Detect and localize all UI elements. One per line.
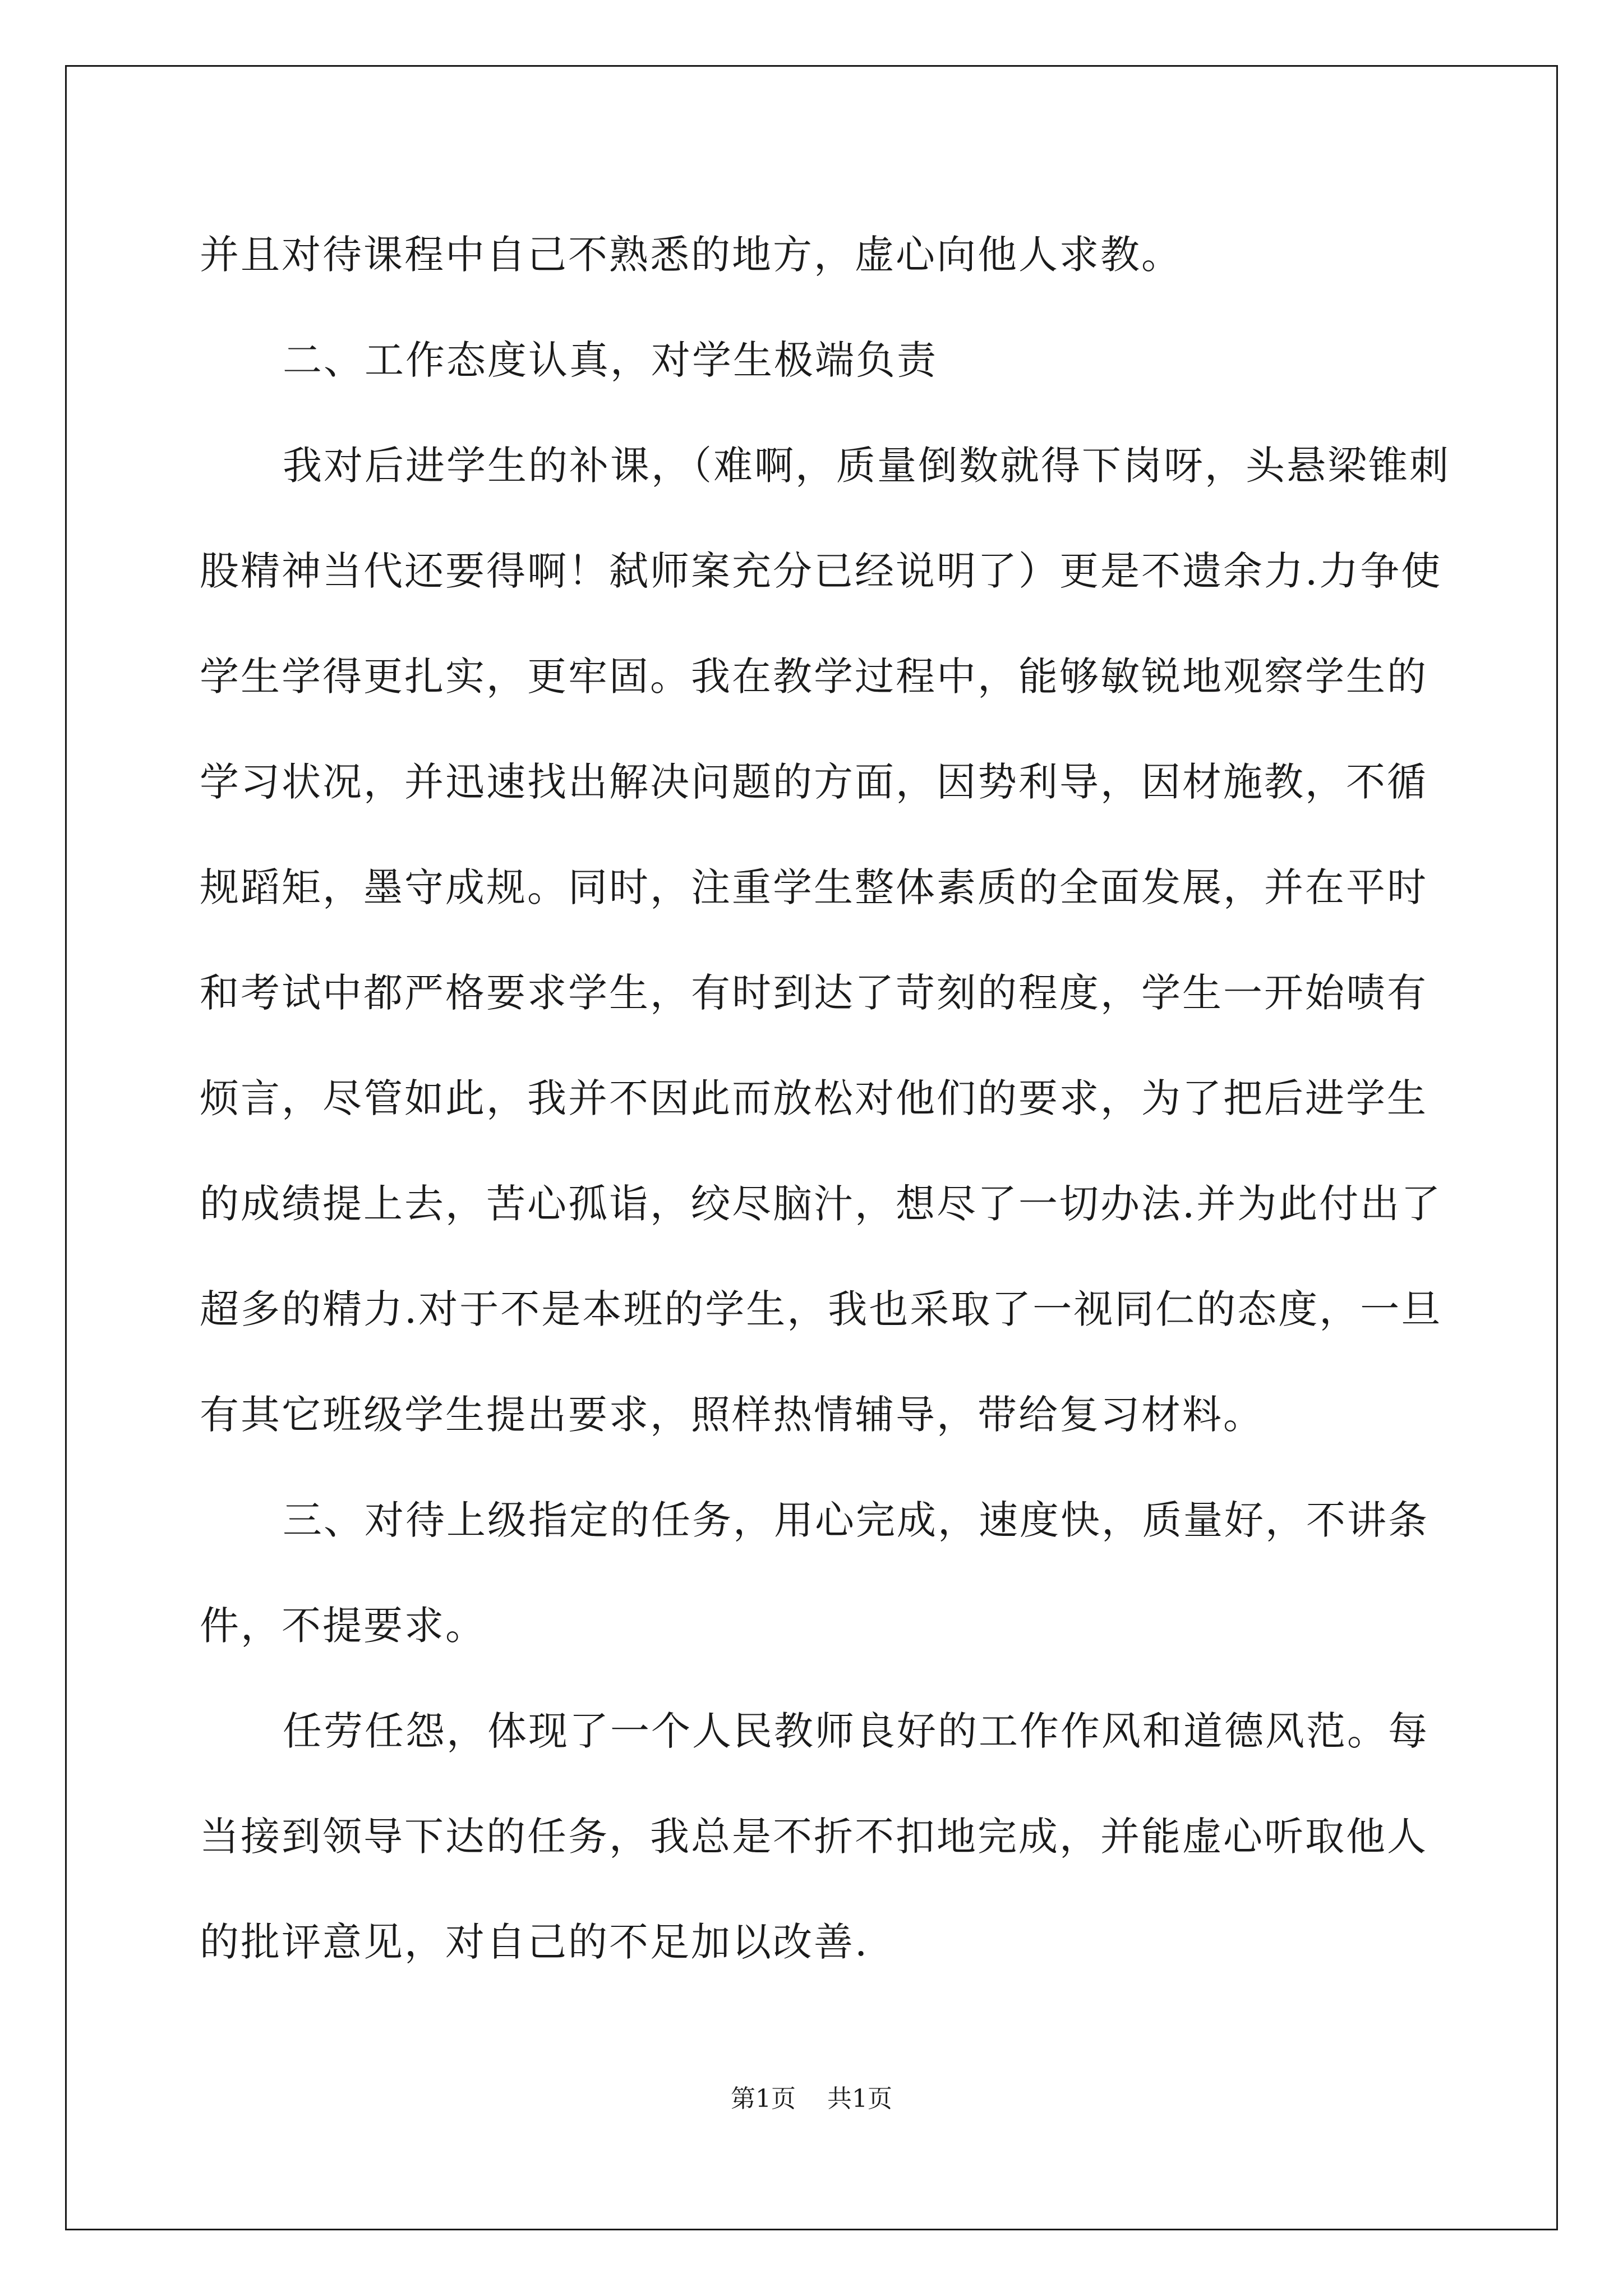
paragraph-line: 股精神当代还要得啊！弑师案充分已经说明了）更是不遗余力.力争使: [200, 548, 1442, 594]
page-total: 共1页: [827, 2085, 892, 2113]
paragraph-line: 学生学得更扎实，更牢固。我在教学过程中，能够敏锐地观察学生的: [200, 654, 1428, 700]
paragraph-line: 规蹈矩，墨守成规。同时，注重学生整体素质的全面发展，并在平时: [200, 864, 1428, 910]
paragraph-line: 学习状况，并迅速找出解决问题的方面，因势利导，因材施教，不循: [200, 759, 1428, 805]
paragraph-line: 超多的精力.对于不是本班的学生，我也采取了一视同仁的态度，一旦: [200, 1286, 1442, 1332]
paragraph-line: 的批评意见，对自己的不足加以改善.: [200, 1919, 869, 1965]
paragraph-line: 烦言，尽管如此，我并不因此而放松对他们的要求，为了把后进学生: [200, 1075, 1428, 1121]
paragraph-line: 有其它班级学生提出要求，照样热情辅导，带给复习材料。: [200, 1392, 1264, 1438]
section-heading: 二、工作态度认真，对学生极端负责: [283, 337, 938, 383]
paragraph-line: 当接到领导下达的任务，我总是不折不扣地完成，并能虚心听取他人: [200, 1814, 1428, 1860]
page-footer: [0, 2082, 1623, 2116]
paragraph-line: 的成绩提上去，苦心孤诣，绞尽脑汁，想尽了一切办法.并为此付出了: [200, 1181, 1442, 1227]
paragraph-line: 我对后进学生的补课，（难啊，质量倒数就得下岗呀，头悬梁锥刺: [283, 443, 1450, 489]
document-body: [200, 202, 1450, 1995]
paragraph-line: 并且对待课程中自己不熟悉的地方，虚心向他人求教。: [200, 232, 1182, 278]
paragraph-line: 和考试中都严格要求学生，有时到达了苛刻的程度，学生一开始啧有: [200, 970, 1428, 1016]
paragraph-line: 任劳任怨，体现了一个人民教师良好的工作作风和道德风范。每: [283, 1708, 1429, 1754]
page-number: 第1页: [731, 2085, 796, 2113]
section-heading: 件，不提要求。: [200, 1603, 486, 1649]
section-heading: 三、对待上级指定的任务，用心完成，速度快，质量好，不讲条: [283, 1497, 1429, 1543]
